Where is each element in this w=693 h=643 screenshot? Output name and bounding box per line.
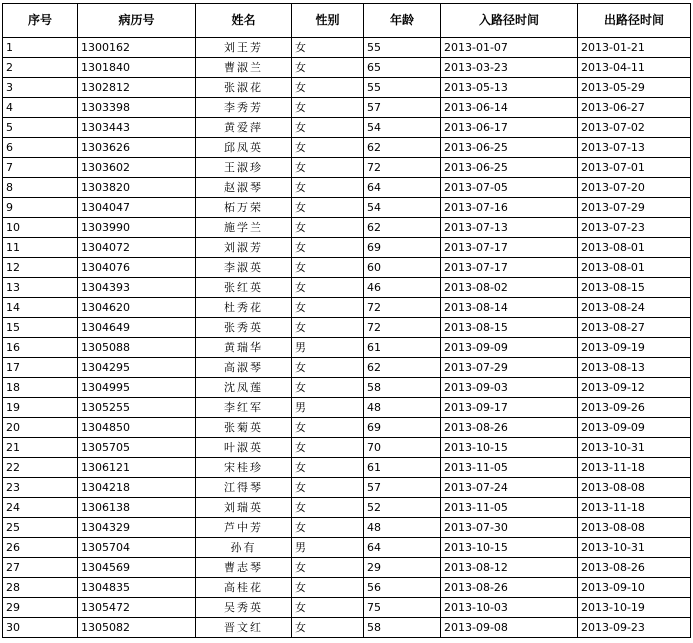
cell-age: 57 [364, 478, 441, 498]
header-exit-date: 出路径时间 [578, 4, 691, 38]
table-row [3, 98, 691, 118]
cell-exit-date: 2013-08-08 [578, 518, 691, 538]
header-gender: 性别 [292, 4, 364, 38]
cell-seq: 17 [3, 358, 78, 378]
cell-seq: 26 [3, 538, 78, 558]
cell-gender: 女 [292, 298, 364, 318]
cell-name: 刘王芳 [196, 38, 292, 58]
cell-name: 张秀英 [196, 318, 292, 338]
cell-seq: 9 [3, 198, 78, 218]
cell-name: 孙有 [196, 538, 292, 558]
cell-entry-date: 2013-08-12 [441, 558, 578, 578]
cell-name: 柘万荣 [196, 198, 292, 218]
cell-seq: 24 [3, 498, 78, 518]
cell-seq: 4 [3, 98, 78, 118]
cell-age: 58 [364, 618, 441, 638]
table-row [3, 58, 691, 78]
cell-name: 高淑琴 [196, 358, 292, 378]
cell-gender: 女 [292, 38, 364, 58]
cell-seq: 28 [3, 578, 78, 598]
cell-gender: 女 [292, 578, 364, 598]
cell-name: 李淑英 [196, 258, 292, 278]
cell-seq: 5 [3, 118, 78, 138]
cell-entry-date: 2013-06-25 [441, 138, 578, 158]
cell-record-no: 1304072 [78, 238, 196, 258]
cell-age: 72 [364, 318, 441, 338]
cell-age: 52 [364, 498, 441, 518]
cell-gender: 女 [292, 78, 364, 98]
patient-table [2, 3, 691, 638]
cell-age: 48 [364, 518, 441, 538]
cell-name: 高桂花 [196, 578, 292, 598]
cell-record-no: 1303443 [78, 118, 196, 138]
cell-name: 曹淑兰 [196, 58, 292, 78]
cell-entry-date: 2013-10-15 [441, 538, 578, 558]
cell-entry-date: 2013-07-30 [441, 518, 578, 538]
cell-record-no: 1306138 [78, 498, 196, 518]
cell-name: 赵淑琴 [196, 178, 292, 198]
table-row [3, 158, 691, 178]
cell-entry-date: 2013-07-16 [441, 198, 578, 218]
cell-age: 70 [364, 438, 441, 458]
cell-record-no: 1305705 [78, 438, 196, 458]
cell-exit-date: 2013-08-24 [578, 298, 691, 318]
cell-seq: 18 [3, 378, 78, 398]
cell-exit-date: 2013-07-20 [578, 178, 691, 198]
cell-record-no: 1304329 [78, 518, 196, 538]
cell-age: 61 [364, 338, 441, 358]
cell-entry-date: 2013-09-08 [441, 618, 578, 638]
cell-age: 54 [364, 198, 441, 218]
header-name: 姓名 [196, 4, 292, 38]
table-row [3, 258, 691, 278]
cell-seq: 8 [3, 178, 78, 198]
table-row [3, 578, 691, 598]
cell-exit-date: 2013-10-31 [578, 438, 691, 458]
cell-name: 张菊英 [196, 418, 292, 438]
cell-entry-date: 2013-11-05 [441, 458, 578, 478]
cell-seq: 7 [3, 158, 78, 178]
cell-gender: 男 [292, 338, 364, 358]
cell-seq: 16 [3, 338, 78, 358]
cell-gender: 女 [292, 558, 364, 578]
cell-record-no: 1304393 [78, 278, 196, 298]
table-row [3, 198, 691, 218]
cell-exit-date: 2013-08-01 [578, 238, 691, 258]
cell-gender: 女 [292, 138, 364, 158]
cell-age: 54 [364, 118, 441, 138]
table-row [3, 178, 691, 198]
cell-name: 刘淑芳 [196, 238, 292, 258]
table-row [3, 338, 691, 358]
cell-gender: 男 [292, 538, 364, 558]
table-row [3, 558, 691, 578]
cell-seq: 20 [3, 418, 78, 438]
header-seq: 序号 [3, 4, 78, 38]
cell-name: 曹志琴 [196, 558, 292, 578]
cell-record-no: 1305704 [78, 538, 196, 558]
cell-record-no: 1304835 [78, 578, 196, 598]
cell-record-no: 1300162 [78, 38, 196, 58]
cell-exit-date: 2013-08-26 [578, 558, 691, 578]
cell-exit-date: 2013-08-13 [578, 358, 691, 378]
cell-gender: 女 [292, 418, 364, 438]
cell-gender: 女 [292, 118, 364, 138]
cell-record-no: 1304620 [78, 298, 196, 318]
cell-record-no: 1305088 [78, 338, 196, 358]
cell-name: 刘瑞英 [196, 498, 292, 518]
cell-exit-date: 2013-11-18 [578, 458, 691, 478]
cell-seq: 21 [3, 438, 78, 458]
cell-entry-date: 2013-09-17 [441, 398, 578, 418]
cell-gender: 男 [292, 398, 364, 418]
table-row [3, 38, 691, 58]
cell-seq: 11 [3, 238, 78, 258]
cell-entry-date: 2013-07-24 [441, 478, 578, 498]
cell-exit-date: 2013-09-09 [578, 418, 691, 438]
table-row [3, 358, 691, 378]
cell-record-no: 1304850 [78, 418, 196, 438]
cell-entry-date: 2013-08-15 [441, 318, 578, 338]
cell-record-no: 1306121 [78, 458, 196, 478]
cell-gender: 女 [292, 618, 364, 638]
cell-name: 黄爱萍 [196, 118, 292, 138]
cell-age: 48 [364, 398, 441, 418]
cell-age: 69 [364, 418, 441, 438]
cell-exit-date: 2013-09-10 [578, 578, 691, 598]
cell-exit-date: 2013-08-15 [578, 278, 691, 298]
table-row [3, 378, 691, 398]
cell-seq: 10 [3, 218, 78, 238]
cell-age: 56 [364, 578, 441, 598]
table-row [3, 478, 691, 498]
cell-seq: 13 [3, 278, 78, 298]
cell-age: 60 [364, 258, 441, 278]
cell-seq: 6 [3, 138, 78, 158]
cell-age: 72 [364, 158, 441, 178]
table-row [3, 398, 691, 418]
cell-entry-date: 2013-01-07 [441, 38, 578, 58]
cell-entry-date: 2013-07-17 [441, 258, 578, 278]
cell-age: 75 [364, 598, 441, 618]
cell-name: 晋文红 [196, 618, 292, 638]
cell-name: 王淑珍 [196, 158, 292, 178]
cell-entry-date: 2013-03-23 [441, 58, 578, 78]
cell-name: 邱凤英 [196, 138, 292, 158]
cell-record-no: 1301840 [78, 58, 196, 78]
cell-gender: 女 [292, 198, 364, 218]
cell-gender: 女 [292, 518, 364, 538]
cell-age: 57 [364, 98, 441, 118]
cell-name: 叶淑英 [196, 438, 292, 458]
cell-gender: 女 [292, 598, 364, 618]
cell-age: 72 [364, 298, 441, 318]
cell-gender: 女 [292, 378, 364, 398]
cell-seq: 27 [3, 558, 78, 578]
cell-exit-date: 2013-10-19 [578, 598, 691, 618]
table-row [3, 78, 691, 98]
cell-name: 张红英 [196, 278, 292, 298]
table-row [3, 238, 691, 258]
cell-age: 64 [364, 538, 441, 558]
cell-gender: 女 [292, 498, 364, 518]
cell-age: 55 [364, 78, 441, 98]
cell-record-no: 1304076 [78, 258, 196, 278]
table-row [3, 318, 691, 338]
cell-age: 62 [364, 138, 441, 158]
cell-gender: 女 [292, 438, 364, 458]
cell-record-no: 1304649 [78, 318, 196, 338]
cell-age: 58 [364, 378, 441, 398]
cell-name: 李红军 [196, 398, 292, 418]
cell-record-no: 1305472 [78, 598, 196, 618]
cell-entry-date: 2013-09-03 [441, 378, 578, 398]
cell-entry-date: 2013-07-29 [441, 358, 578, 378]
table-row [3, 418, 691, 438]
header-entry-date: 入路径时间 [441, 4, 578, 38]
cell-name: 沈凤莲 [196, 378, 292, 398]
cell-entry-date: 2013-08-14 [441, 298, 578, 318]
cell-record-no: 1304047 [78, 198, 196, 218]
cell-exit-date: 2013-07-23 [578, 218, 691, 238]
cell-age: 69 [364, 238, 441, 258]
cell-exit-date: 2013-04-11 [578, 58, 691, 78]
header-row [3, 4, 691, 38]
table-row [3, 518, 691, 538]
table-row [3, 458, 691, 478]
cell-record-no: 1302812 [78, 78, 196, 98]
cell-exit-date: 2013-07-13 [578, 138, 691, 158]
table-row [3, 278, 691, 298]
cell-gender: 女 [292, 98, 364, 118]
cell-exit-date: 2013-08-08 [578, 478, 691, 498]
cell-age: 46 [364, 278, 441, 298]
cell-exit-date: 2013-06-27 [578, 98, 691, 118]
cell-record-no: 1304218 [78, 478, 196, 498]
table-row [3, 538, 691, 558]
cell-exit-date: 2013-09-12 [578, 378, 691, 398]
cell-exit-date: 2013-09-26 [578, 398, 691, 418]
cell-name: 杜秀花 [196, 298, 292, 318]
cell-exit-date: 2013-08-27 [578, 318, 691, 338]
cell-name: 黄瑞华 [196, 338, 292, 358]
cell-seq: 23 [3, 478, 78, 498]
cell-name: 芦中芳 [196, 518, 292, 538]
table-row [3, 618, 691, 638]
cell-exit-date: 2013-10-31 [578, 538, 691, 558]
cell-record-no: 1304295 [78, 358, 196, 378]
cell-entry-date: 2013-08-26 [441, 418, 578, 438]
cell-exit-date: 2013-08-01 [578, 258, 691, 278]
table-body [3, 38, 691, 638]
cell-gender: 女 [292, 218, 364, 238]
cell-seq: 1 [3, 38, 78, 58]
cell-entry-date: 2013-07-17 [441, 238, 578, 258]
cell-entry-date: 2013-06-17 [441, 118, 578, 138]
cell-exit-date: 2013-05-29 [578, 78, 691, 98]
cell-age: 61 [364, 458, 441, 478]
cell-entry-date: 2013-10-15 [441, 438, 578, 458]
cell-entry-date: 2013-11-05 [441, 498, 578, 518]
cell-record-no: 1303602 [78, 158, 196, 178]
cell-seq: 15 [3, 318, 78, 338]
cell-gender: 女 [292, 258, 364, 278]
cell-seq: 22 [3, 458, 78, 478]
cell-record-no: 1304995 [78, 378, 196, 398]
cell-exit-date: 2013-09-19 [578, 338, 691, 358]
cell-age: 62 [364, 358, 441, 378]
table-row [3, 218, 691, 238]
cell-entry-date: 2013-10-03 [441, 598, 578, 618]
cell-age: 55 [364, 38, 441, 58]
cell-gender: 女 [292, 178, 364, 198]
cell-name: 宋桂珍 [196, 458, 292, 478]
cell-seq: 12 [3, 258, 78, 278]
cell-entry-date: 2013-06-25 [441, 158, 578, 178]
cell-gender: 女 [292, 278, 364, 298]
cell-age: 62 [364, 218, 441, 238]
cell-exit-date: 2013-07-01 [578, 158, 691, 178]
cell-record-no: 1303626 [78, 138, 196, 158]
table-row [3, 118, 691, 138]
cell-gender: 女 [292, 358, 364, 378]
cell-record-no: 1303820 [78, 178, 196, 198]
header-record-no: 病历号 [78, 4, 196, 38]
cell-seq: 3 [3, 78, 78, 98]
cell-record-no: 1304569 [78, 558, 196, 578]
header-age: 年龄 [364, 4, 441, 38]
cell-name: 张淑花 [196, 78, 292, 98]
cell-gender: 女 [292, 58, 364, 78]
cell-seq: 14 [3, 298, 78, 318]
cell-record-no: 1303990 [78, 218, 196, 238]
cell-entry-date: 2013-07-05 [441, 178, 578, 198]
cell-age: 64 [364, 178, 441, 198]
cell-name: 施学兰 [196, 218, 292, 238]
cell-gender: 女 [292, 318, 364, 338]
table-row [3, 598, 691, 618]
table-row [3, 138, 691, 158]
table-row [3, 498, 691, 518]
cell-age: 29 [364, 558, 441, 578]
cell-entry-date: 2013-08-02 [441, 278, 578, 298]
cell-entry-date: 2013-09-09 [441, 338, 578, 358]
table-row [3, 438, 691, 458]
cell-name: 李秀芳 [196, 98, 292, 118]
cell-seq: 19 [3, 398, 78, 418]
cell-seq: 29 [3, 598, 78, 618]
cell-exit-date: 2013-09-23 [578, 618, 691, 638]
cell-gender: 女 [292, 158, 364, 178]
cell-gender: 女 [292, 458, 364, 478]
cell-entry-date: 2013-06-14 [441, 98, 578, 118]
cell-entry-date: 2013-08-26 [441, 578, 578, 598]
cell-seq: 2 [3, 58, 78, 78]
cell-entry-date: 2013-05-13 [441, 78, 578, 98]
cell-record-no: 1303398 [78, 98, 196, 118]
cell-record-no: 1305255 [78, 398, 196, 418]
cell-seq: 30 [3, 618, 78, 638]
cell-exit-date: 2013-07-02 [578, 118, 691, 138]
table-row [3, 298, 691, 318]
cell-exit-date: 2013-11-18 [578, 498, 691, 518]
cell-exit-date: 2013-01-21 [578, 38, 691, 58]
cell-exit-date: 2013-07-29 [578, 198, 691, 218]
cell-gender: 女 [292, 238, 364, 258]
cell-record-no: 1305082 [78, 618, 196, 638]
cell-seq: 25 [3, 518, 78, 538]
cell-age: 65 [364, 58, 441, 78]
cell-gender: 女 [292, 478, 364, 498]
cell-name: 江得琴 [196, 478, 292, 498]
cell-entry-date: 2013-07-13 [441, 218, 578, 238]
cell-name: 吴秀英 [196, 598, 292, 618]
